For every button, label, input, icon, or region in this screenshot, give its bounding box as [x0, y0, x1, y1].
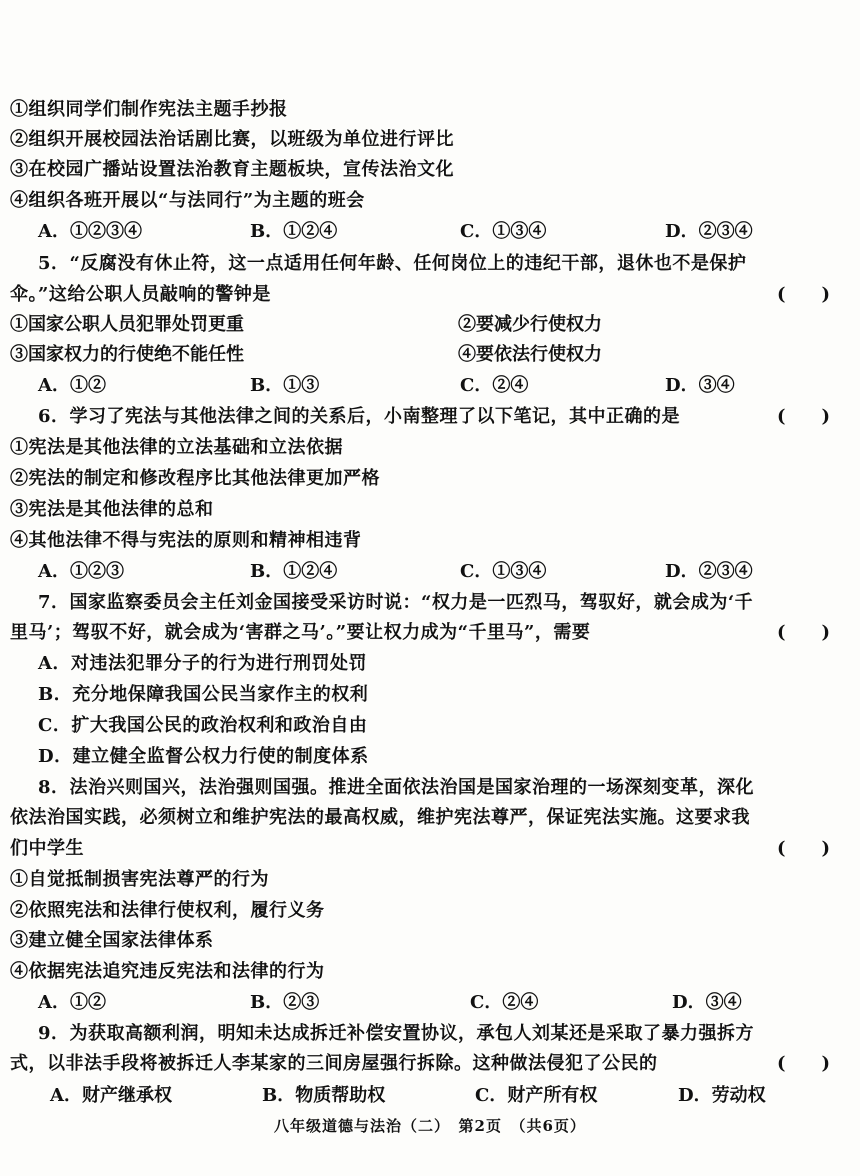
q7-stem-line2: 里马’；驾驭不好，就会成为‘害群之马’。”要让权力成为“千里马”，需要 — [10, 622, 591, 643]
q4-option-d: D．②③④ — [665, 221, 753, 242]
q7-option-a: A．对违法犯罪分子的行为进行刑罚处罚 — [38, 653, 367, 674]
q5-stem-line2: 伞。”这给公职人员敲响的警钟是 — [10, 284, 271, 305]
q9-answer-paren: ( ) — [776, 1053, 830, 1074]
q6-answer-paren: ( ) — [776, 406, 830, 427]
q8-answer-paren: ( ) — [776, 838, 830, 859]
q7-stem-line1: 7．国家监察委员会主任刘金国接受采访时说：“权力是一匹烈马，驾驭好，就会成为‘千 — [38, 592, 754, 613]
q9-option-b: B．物质帮助权 — [262, 1085, 386, 1106]
q8-option-b: B．②③ — [250, 992, 320, 1013]
q4-item-2: ②组织开展校园法治话剧比赛，以班级为单位进行评比 — [10, 129, 454, 150]
q8-stem-line1: 8．法治兴则国兴，法治强则国强。推进全面依法治国是国家治理的一场深刻变革，深化 — [38, 777, 755, 798]
q7-option-b: B．充分地保障我国公民当家作主的权利 — [38, 684, 369, 705]
q7-option-c: C．扩大我国公民的政治权利和政治自由 — [38, 715, 368, 736]
q5-answer-paren: ( ) — [776, 284, 830, 305]
q5-item-3: ③国家权力的行使绝不能任性 — [10, 344, 244, 365]
q8-option-d: D．③④ — [672, 992, 742, 1013]
q6-item-3: ③宪法是其他法律的总和 — [10, 499, 214, 520]
q5-option-c: C．②④ — [460, 375, 529, 396]
q9-stem-line2: 式，以非法手段将被拆迁人李某家的三间房屋强行拆除。这种做法侵犯了公民的 — [10, 1053, 658, 1074]
q7-option-d: D．建立健全监督公权力行使的制度体系 — [38, 746, 369, 767]
q5-option-d: D．③④ — [665, 375, 735, 396]
q6-item-1: ①宪法是其他法律的立法基础和立法依据 — [10, 437, 343, 458]
page-footer: 八年级道德与法治（二） 第2页 （共6页） — [274, 1117, 586, 1135]
q4-option-b: B．①②④ — [250, 221, 338, 242]
q6-option-b: B．①②④ — [250, 561, 338, 582]
q4-option-c: C．①③④ — [460, 221, 547, 242]
q8-option-a: A．①② — [38, 992, 106, 1013]
q9-option-c: C．财产所有权 — [475, 1085, 598, 1106]
q8-option-c: C．②④ — [470, 992, 539, 1013]
q8-item-4: ④依据宪法追究违反宪法和法律的行为 — [10, 961, 325, 982]
q8-stem-line3: 们中学生 — [10, 838, 84, 859]
q6-item-2: ②宪法的制定和修改程序比其他法律更加严格 — [10, 468, 380, 489]
q6-item-4: ④其他法律不得与宪法的原则和精神相违背 — [10, 530, 362, 551]
q8-item-3: ③建立健全国家法律体系 — [10, 930, 214, 951]
q8-stem-line2: 依法治国实践，必须树立和维护宪法的最高权威，维护宪法尊严，保证宪法实施。这要求我 — [10, 807, 750, 828]
q5-option-a: A．①② — [38, 375, 106, 396]
q9-option-d: D．劳动权 — [678, 1085, 766, 1106]
q4-item-4: ④组织各班开展以“与法同行”为主题的班会 — [10, 190, 365, 211]
q4-option-a: A．①②③④ — [38, 221, 142, 242]
q6-option-a: A．①②③ — [38, 561, 124, 582]
q5-item-4: ④要依法行使权力 — [458, 344, 602, 365]
q8-item-1: ①自觉抵制损害宪法尊严的行为 — [10, 869, 269, 890]
q6-option-c: C．①③④ — [460, 561, 547, 582]
q9-stem-line1: 9．为获取高额利润，明知未达成拆迁补偿安置协议，承包人刘某还是采取了暴力强拆方 — [38, 1023, 755, 1044]
q9-option-a: A．财产继承权 — [50, 1085, 172, 1106]
q5-option-b: B．①③ — [250, 375, 320, 396]
q4-item-1: ①组织同学们制作宪法主题手抄报 — [10, 99, 288, 120]
q8-item-2: ②依照宪法和法律行使权利，履行义务 — [10, 900, 325, 921]
q5-item-2: ②要减少行使权力 — [458, 314, 602, 335]
q7-answer-paren: ( ) — [776, 622, 830, 643]
q6-stem: 6．学习了宪法与其他法律之间的关系后，小南整理了以下笔记，其中正确的是 — [38, 406, 681, 427]
q5-item-1: ①国家公职人员犯罪处罚更重 — [10, 314, 244, 335]
q5-stem-line1: 5．“反腐没有休止符，这一点适用任何年龄、任何岗位上的违纪干部，退休也不是保护 — [38, 253, 747, 274]
q4-item-3: ③在校园广播站设置法治教育主题板块，宣传法治文化 — [10, 159, 454, 180]
q6-option-d: D．②③④ — [665, 561, 753, 582]
